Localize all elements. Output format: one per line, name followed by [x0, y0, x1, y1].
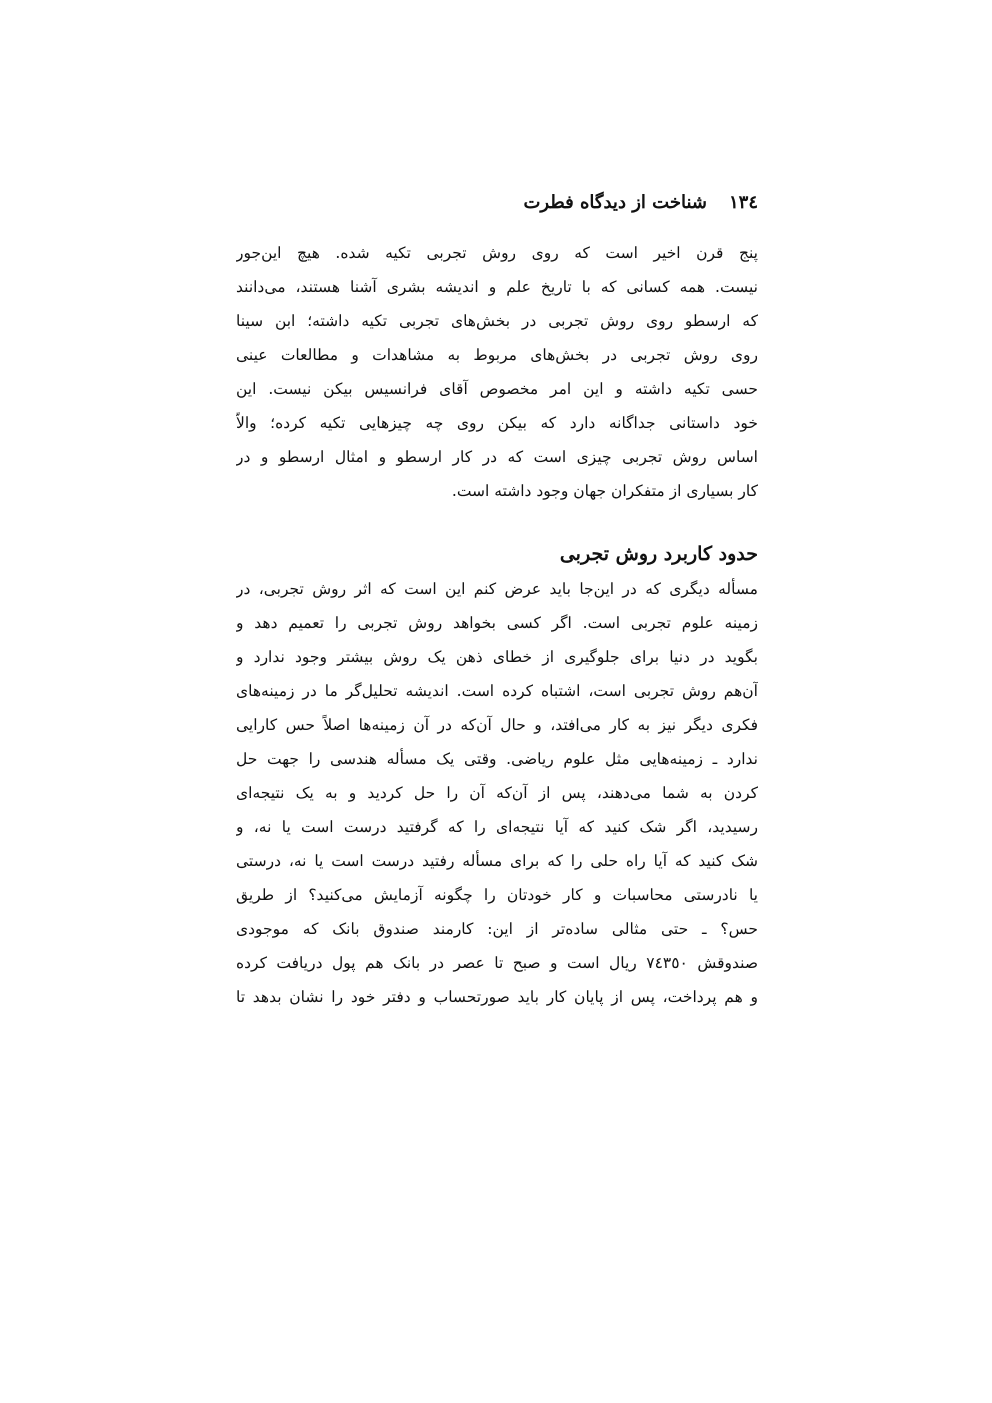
- text-line: نیست. همه کسانی که با تاریخ علم و اندیشه بشری آشنا هستند، می‌دانند: [236, 278, 758, 296]
- paragraph-1: [236, 236, 758, 508]
- text-line: یا نادرستی محاسبات و کار خودتان را چگونه آزمایش می‌کنید؟ از طریق: [236, 886, 758, 904]
- running-title: شناخت از دیدگاه فطرت: [523, 192, 707, 213]
- text-line: زمینه علوم تجربی است. اگر کسی بخواهد روش تجربی را تعمیم دهد و: [236, 614, 758, 632]
- paragraph-2: [236, 572, 758, 1014]
- text-line: مسأله دیگری که در این‌جا باید عرض کنم این است که اثر روش تجربی، در: [236, 580, 758, 598]
- text-line: ندارد ـ زمینه‌هایی مثل علوم ریاضی. وقتی یک مسأله هندسی را جهت حل: [236, 750, 758, 768]
- running-header: [236, 188, 758, 218]
- text-line: فکری دیگر نیز به کار می‌افتد، و حال آن‌که در آن زمینه‌ها اصلاً حس کارایی: [236, 716, 758, 734]
- text-line: که ارسطو روی روش تجربی در بخش‌های تجربی تکیه داشته؛ ابن سینا: [236, 312, 758, 330]
- text-line: و هم پرداخت، پس از پایان کار باید صورتحساب و دفتر خود را نشان بدهد تا: [236, 988, 758, 1006]
- section-heading: حدود کاربرد روش تجربی: [559, 543, 758, 565]
- page-number: ١٣٤: [728, 192, 758, 213]
- text-line: شک کنید که آیا راه حلی را که برای مسأله رفتید درست است یا نه، درستی: [236, 852, 758, 870]
- text-line: روی روش تجربی در بخش‌های مربوط به مشاهدات و مطالعات عینی: [236, 346, 758, 364]
- text-line: رسیدید، اگر شک کنید که آیا نتیجه‌ای را که گرفتید درست است یا نه، و: [236, 818, 758, 836]
- text-line: بگوید در دنیا برای جلوگیری از خطای ذهن یک روش بیشتر وجود ندارد و: [236, 648, 758, 666]
- text-line: خود داستانی جداگانه دارد که بیکن روی چه چیزهایی تکیه کرده؛ والاّ: [236, 414, 758, 432]
- text-line: اساس روش تجربی چیزی است که در کار ارسطو و امثال ارسطو و در: [236, 448, 758, 466]
- text-line: صندوقش ٧٤٣٥٠ ریال است و صبح تا عصر در بانک هم پول دریافت کرده: [236, 954, 758, 972]
- text-line: حسی تکیه داشته و این امر مخصوص آقای فرانسیس بیکن نیست. این: [236, 380, 758, 398]
- text-line: آن‌هم روش تجربی است، اشتباه کرده است. اندیشه تحلیل‌گر ما در زمینه‌های: [236, 682, 758, 700]
- text-line: کردن به شما می‌دهند، پس از آن‌که آن را حل کردید و به یک نتیجه‌ای: [236, 784, 758, 802]
- text-line: پنج قرن اخیر است که روی روش تجربی تکیه شده. هیچ این‌جور: [236, 244, 758, 262]
- text-line: کار بسیاری از متفکران جهان وجود داشته است.: [451, 482, 758, 500]
- text-line: حس؟ ـ حتی مثالی ساده‌تر از این: کارمند صندوق بانک که موجودی: [236, 920, 758, 938]
